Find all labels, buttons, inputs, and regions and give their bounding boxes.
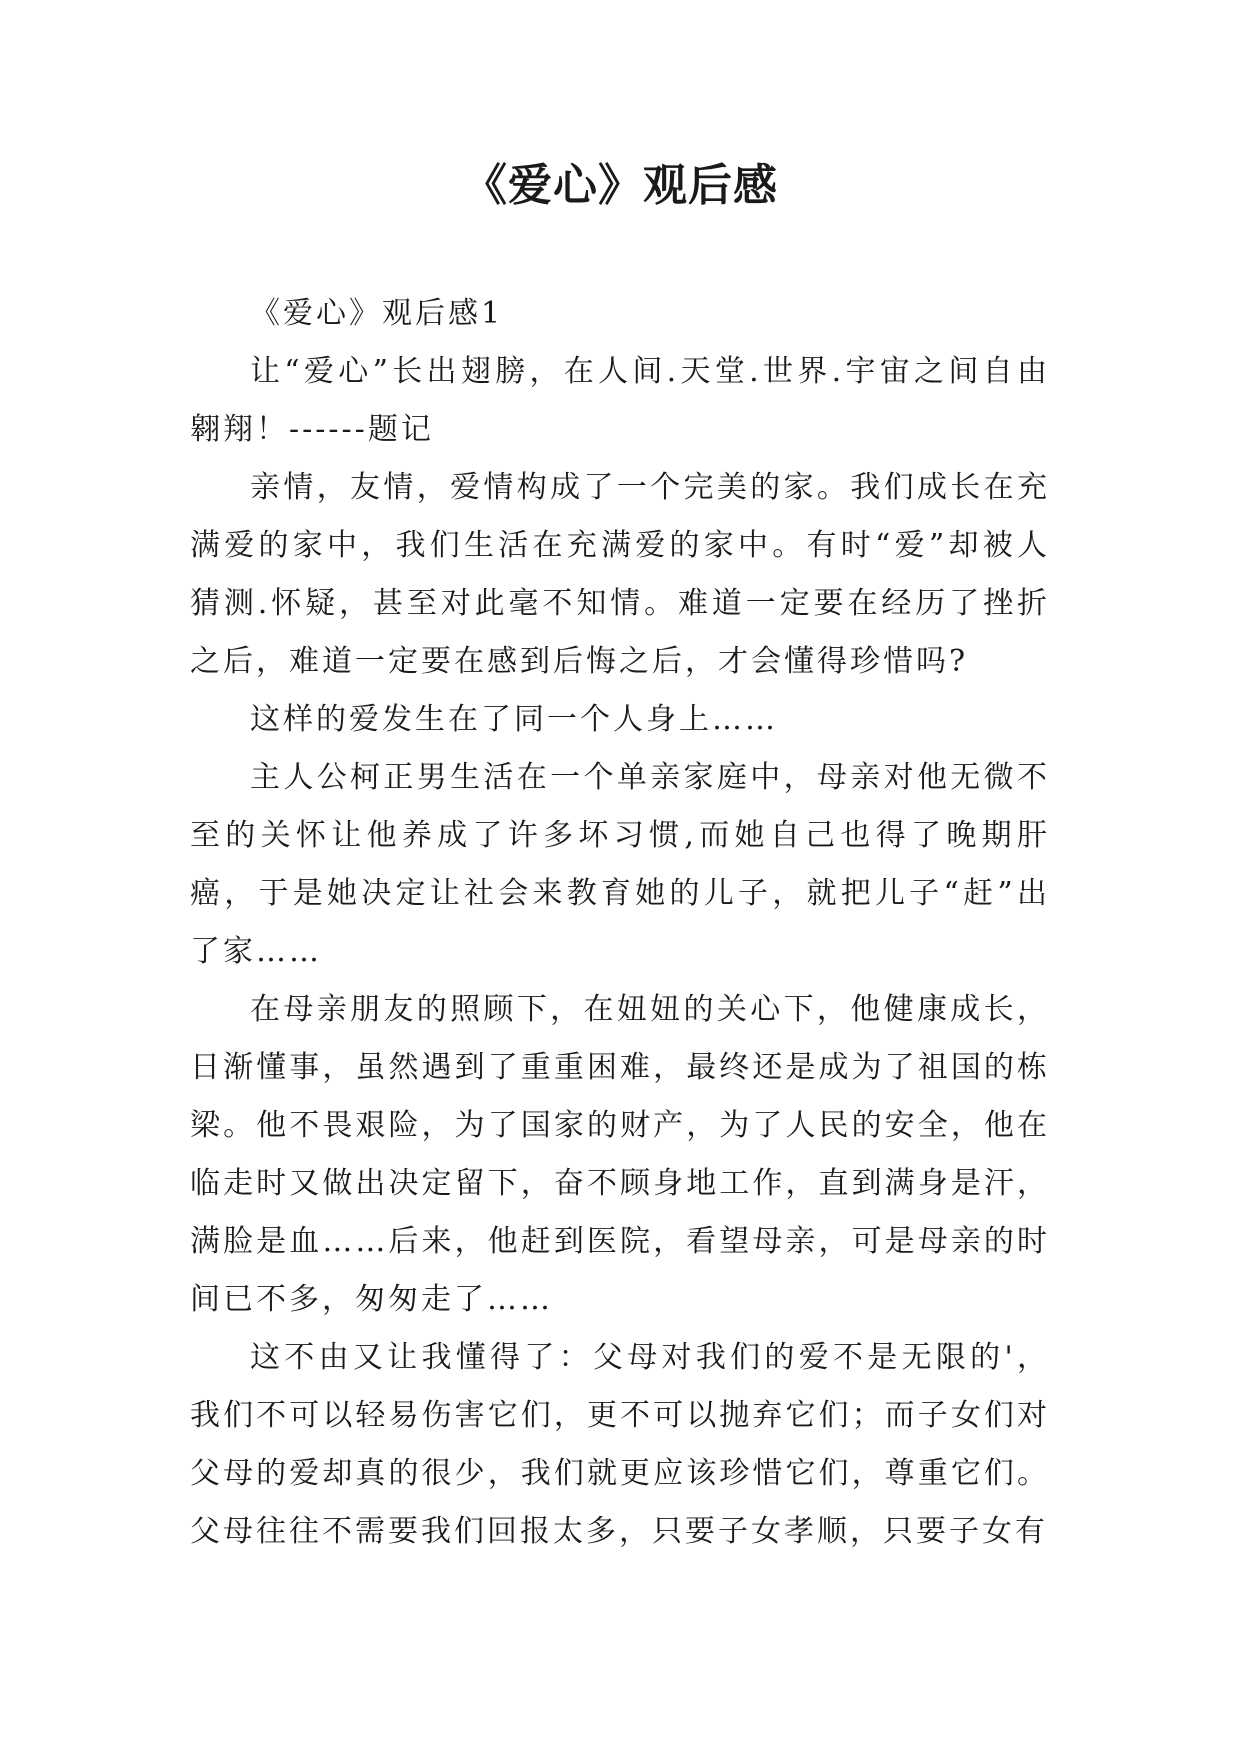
paragraph-protagonist: 主人公柯正男生活在一个单亲家庭中，母亲对他无微不至的关怀让他养成了许多坏习惯,而她自己也得了晚期肝癌，于是她决定让社会来教育她的儿子，就把儿子“赶”出了家…… bbox=[190, 760, 1050, 969]
paragraph-subtitle: 《爱心》观后感1 bbox=[250, 296, 504, 331]
document-body bbox=[190, 285, 1050, 1561]
paragraph-reflection: 这不由又让我懂得了：父母对我们的爱不是无限的'，我们不可以轻易伤害它们，更不可以抛弃它们；而子女们对父母的爱却真的很少，我们就更应该珍惜它们，尊重它们。父母往往不需要我们回报太多，只要子女孝顺，只要子女有 bbox=[190, 1340, 1050, 1549]
paragraph-epigraph: 让“爱心”长出翅膀，在人间.天堂.世界.宇宙之间自由翱翔！------题记 bbox=[190, 354, 1050, 447]
document-title: 《爱心》观后感 bbox=[463, 160, 778, 211]
paragraph-transition: 这样的爱发生在了同一个人身上…… bbox=[250, 702, 778, 737]
paragraph-family-love: 亲情，友情，爱情构成了一个完美的家。我们成长在充满爱的家中，我们生活在充满爱的家中。有时“爱”却被人猜测.怀疑，甚至对此毫不知情。难道一定要在经历了挫折之后，难道一定要在感到后悔之后，才会懂得珍惜吗? bbox=[190, 470, 1050, 679]
paragraph-growth: 在母亲朋友的照顾下，在妞妞的关心下，他健康成长，日渐懂事，虽然遇到了重重困难，最终还是成为了祖国的栋梁。他不畏艰险，为了国家的财产，为了人民的安全，他在临走时又做出决定留下，奋不顾身地工作，直到满身是汗，满脸是血……后来，他赶到医院，看望母亲，可是母亲的时间已不多，匆匆走了…… bbox=[190, 992, 1050, 1317]
